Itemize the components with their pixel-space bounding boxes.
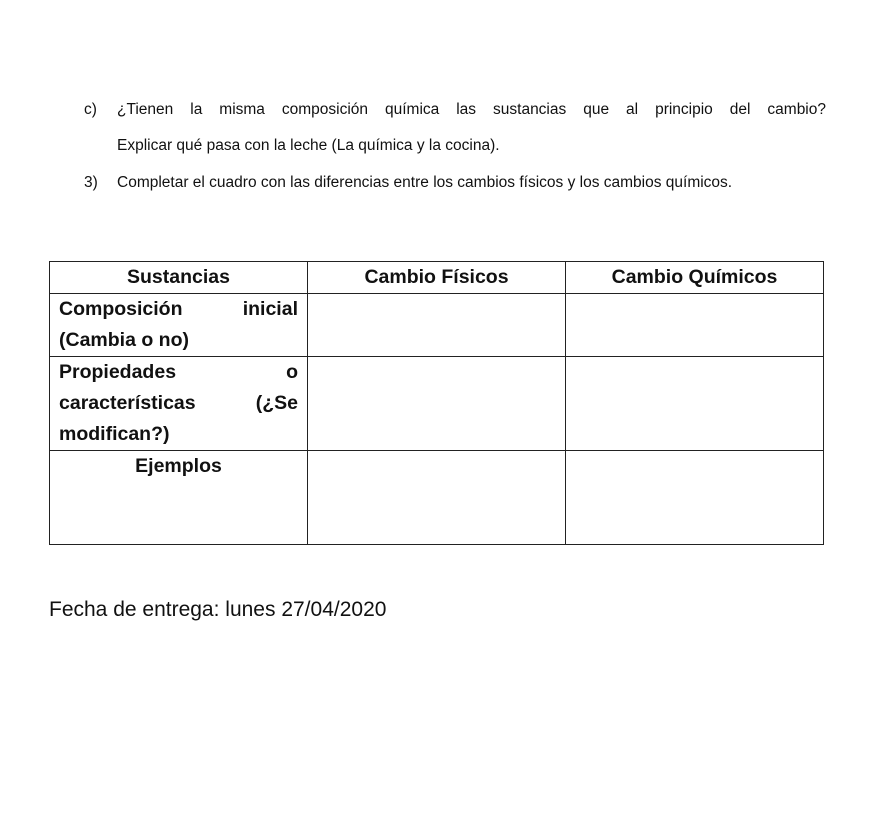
table-row	[50, 451, 824, 545]
question-c-continuation: Explicar qué pasa con la leche (La química y la cocina).	[117, 137, 500, 154]
row-label-ejemplos: Ejemplos	[50, 451, 308, 545]
question-3-marker: 3)	[84, 174, 98, 191]
due-date: Fecha de entrega: lunes 27/04/2020	[49, 598, 387, 621]
header-cambio-fisicos: Cambio Físicos	[308, 262, 566, 294]
question-3-text: Completar el cuadro con las diferencias entre los cambios físicos y los cambios químicos.	[117, 174, 733, 191]
row-label-composicion-line1: Composición inicial	[59, 298, 298, 320]
row-label-composicion-line2: (Cambia o no)	[59, 329, 189, 351]
comparison-table	[49, 261, 824, 545]
row-label-propiedades-line2: características (¿Se	[59, 392, 298, 414]
row-label-propiedades-line3: modifican?)	[59, 423, 170, 445]
cell-ejemplos-fisicos[interactable]	[308, 451, 566, 545]
table-row	[50, 294, 824, 357]
header-cambio-quimicos: Cambio Químicos	[566, 262, 824, 294]
table-header-row	[50, 262, 824, 294]
cell-ejemplos-quimicos[interactable]	[566, 451, 824, 545]
question-c-text: ¿Tienen la misma composición química las sustancias que al principio del cambio?	[117, 101, 826, 118]
row-label-composicion	[50, 294, 308, 357]
header-sustancias: Sustancias	[50, 262, 308, 294]
cell-composicion-fisicos[interactable]	[308, 294, 566, 357]
row-label-propiedades-line1: Propiedades o	[59, 361, 298, 383]
row-label-propiedades	[50, 357, 308, 451]
cell-propiedades-quimicos[interactable]	[566, 357, 824, 451]
cell-propiedades-fisicos[interactable]	[308, 357, 566, 451]
table-row	[50, 357, 824, 451]
cell-composicion-quimicos[interactable]	[566, 294, 824, 357]
question-c-marker: c)	[84, 101, 97, 118]
